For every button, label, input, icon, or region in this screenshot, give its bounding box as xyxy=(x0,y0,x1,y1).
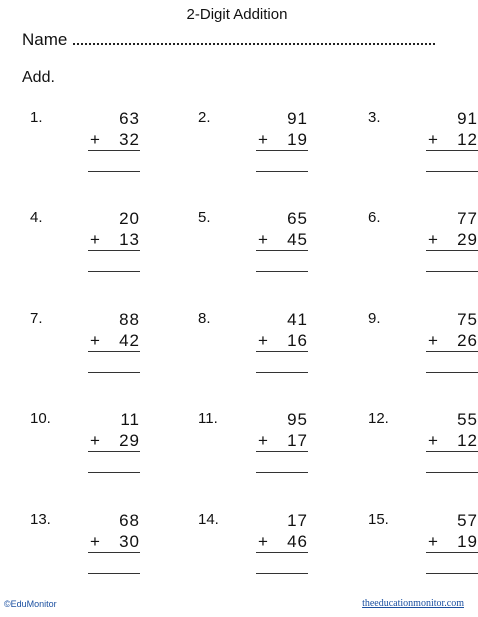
top-addend: 11 xyxy=(120,410,140,429)
plus-sign: + xyxy=(90,230,100,249)
sum-rule xyxy=(256,150,308,151)
problem-number: 4. xyxy=(30,209,43,226)
answer-line[interactable] xyxy=(256,472,308,473)
answer-line[interactable] xyxy=(88,271,140,272)
problem-number: 2. xyxy=(198,109,211,126)
bottom-addend: 19 xyxy=(457,532,478,551)
top-addend: 88 xyxy=(119,310,140,329)
bottom-addend: 12 xyxy=(457,431,478,450)
sum-rule xyxy=(426,451,478,452)
plus-sign: + xyxy=(90,130,100,149)
problem-number: 10. xyxy=(30,410,51,427)
plus-sign: + xyxy=(258,230,268,249)
plus-sign: + xyxy=(90,331,100,350)
bottom-addend: 12 xyxy=(457,130,478,149)
problem-4 xyxy=(30,209,140,274)
top-addend: 95 xyxy=(287,410,308,429)
sum-rule xyxy=(88,451,140,452)
bottom-addend: 30 xyxy=(119,532,140,551)
top-addend: 20 xyxy=(119,209,140,228)
problem-number: 8. xyxy=(198,310,211,327)
problem-3 xyxy=(368,109,478,174)
name-dotted-line xyxy=(73,33,435,45)
top-addend: 77 xyxy=(457,209,478,228)
problem-2 xyxy=(198,109,308,174)
bottom-addend: 46 xyxy=(287,532,308,551)
name-field xyxy=(22,30,435,50)
plus-sign: + xyxy=(258,532,268,551)
top-addend: 41 xyxy=(287,310,308,329)
problem-9 xyxy=(368,310,478,375)
problem-11 xyxy=(198,410,308,475)
sum-rule xyxy=(88,250,140,251)
worksheet-title: 2-Digit Addition xyxy=(186,6,288,23)
plus-sign: + xyxy=(90,532,100,551)
problem-6 xyxy=(368,209,478,274)
plus-sign: + xyxy=(428,431,438,450)
problem-number: 9. xyxy=(368,310,381,327)
bottom-addend: 26 xyxy=(457,331,478,350)
problem-14 xyxy=(198,511,308,576)
sum-rule xyxy=(256,250,308,251)
sum-rule xyxy=(88,351,140,352)
answer-line[interactable] xyxy=(426,171,478,172)
sum-rule xyxy=(426,351,478,352)
answer-line[interactable] xyxy=(426,472,478,473)
bottom-addend: 13 xyxy=(119,230,140,249)
name-label: Name xyxy=(22,30,68,49)
sum-rule xyxy=(256,552,308,553)
answer-line[interactable] xyxy=(88,573,140,574)
plus-sign: + xyxy=(258,130,268,149)
sum-rule xyxy=(426,250,478,251)
plus-sign: + xyxy=(428,532,438,551)
bottom-addend: 29 xyxy=(457,230,478,249)
problem-number: 5. xyxy=(198,209,211,226)
bottom-addend: 45 xyxy=(287,230,308,249)
answer-line[interactable] xyxy=(256,271,308,272)
answer-line[interactable] xyxy=(256,573,308,574)
website-link[interactable]: theeducationmonitor.com xyxy=(362,598,464,609)
plus-sign: + xyxy=(428,331,438,350)
bottom-addend: 16 xyxy=(287,331,308,350)
sum-rule xyxy=(426,150,478,151)
sum-rule xyxy=(426,552,478,553)
bottom-addend: 29 xyxy=(119,431,140,450)
top-addend: 75 xyxy=(457,310,478,329)
problem-number: 7. xyxy=(30,310,43,327)
answer-line[interactable] xyxy=(88,171,140,172)
answer-line[interactable] xyxy=(426,271,478,272)
answer-line[interactable] xyxy=(426,573,478,574)
instruction: Add. xyxy=(22,69,55,86)
bottom-addend: 19 xyxy=(287,130,308,149)
plus-sign: + xyxy=(258,431,268,450)
sum-rule xyxy=(256,451,308,452)
top-addend: 17 xyxy=(287,511,308,530)
answer-line[interactable] xyxy=(88,372,140,373)
problem-number: 14. xyxy=(198,511,219,528)
plus-sign: + xyxy=(90,431,100,450)
sum-rule xyxy=(88,150,140,151)
problem-7 xyxy=(30,310,140,375)
bottom-addend: 17 xyxy=(287,431,308,450)
bottom-addend: 42 xyxy=(119,331,140,350)
plus-sign: + xyxy=(428,130,438,149)
problem-number: 6. xyxy=(368,209,381,226)
problem-number: 1. xyxy=(30,109,43,126)
problem-5 xyxy=(198,209,308,274)
top-addend: 65 xyxy=(287,209,308,228)
top-addend: 57 xyxy=(457,511,478,530)
problem-10 xyxy=(30,410,140,475)
answer-line[interactable] xyxy=(88,472,140,473)
problem-number: 11. xyxy=(198,410,218,427)
problem-15 xyxy=(368,511,478,576)
answer-line[interactable] xyxy=(256,171,308,172)
problem-number: 3. xyxy=(368,109,381,126)
plus-sign: + xyxy=(258,331,268,350)
top-addend: 91 xyxy=(287,109,308,128)
sum-rule xyxy=(256,351,308,352)
answer-line[interactable] xyxy=(426,372,478,373)
problem-number: 15. xyxy=(368,511,389,528)
sum-rule xyxy=(88,552,140,553)
problem-1 xyxy=(30,109,140,174)
top-addend: 63 xyxy=(119,109,140,128)
bottom-addend: 32 xyxy=(119,130,140,149)
problem-13 xyxy=(30,511,140,576)
problem-8 xyxy=(198,310,308,375)
top-addend: 68 xyxy=(119,511,140,530)
problem-12 xyxy=(368,410,478,475)
problem-number: 13. xyxy=(30,511,51,528)
copyright-footer: ©EduMonitor xyxy=(4,599,57,609)
problem-number: 12. xyxy=(368,410,389,427)
top-addend: 91 xyxy=(457,109,478,128)
plus-sign: + xyxy=(428,230,438,249)
top-addend: 55 xyxy=(457,410,478,429)
answer-line[interactable] xyxy=(256,372,308,373)
